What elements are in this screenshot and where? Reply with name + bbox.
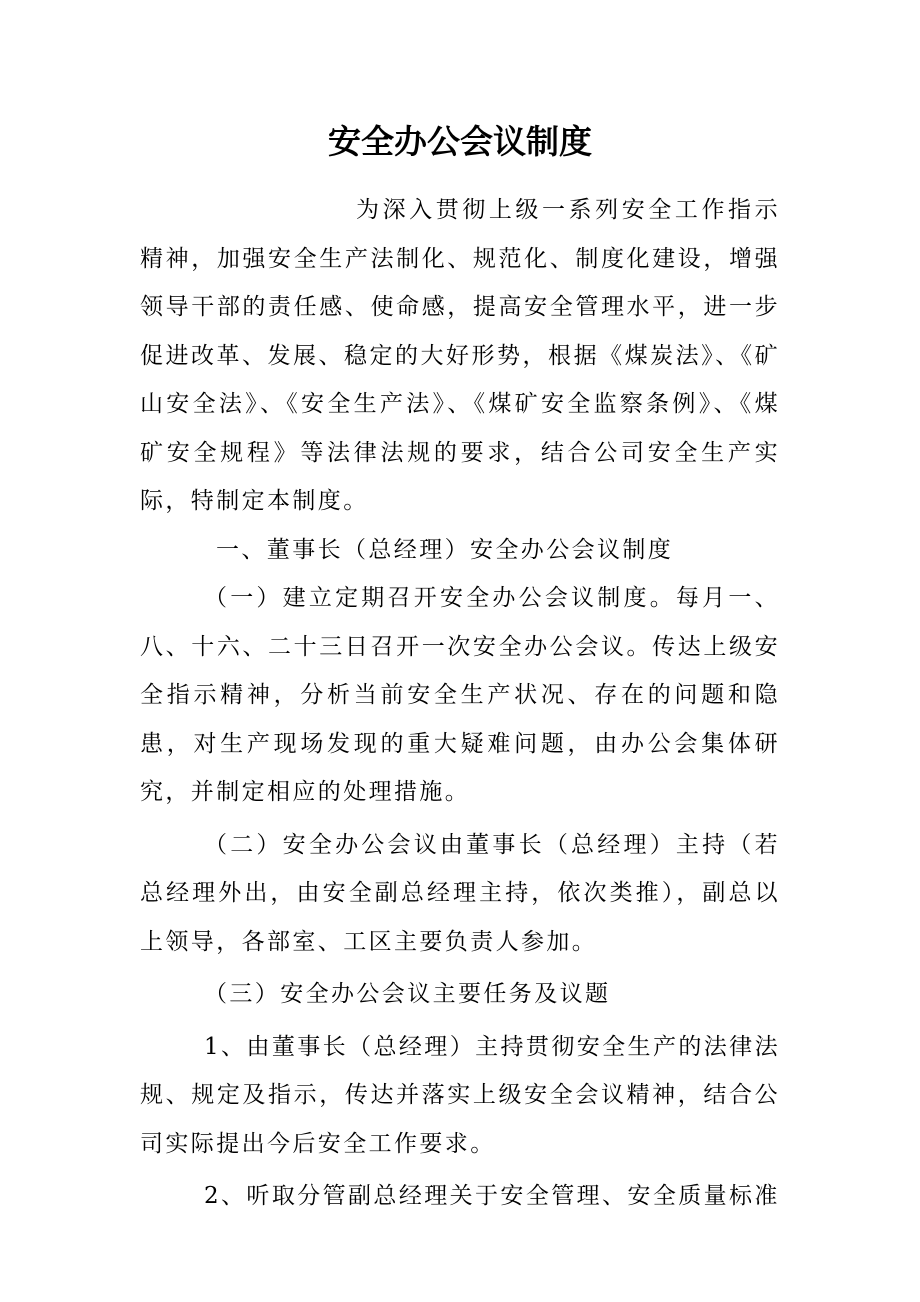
clause-2: （二）安全办公会议由董事长（总经理）主持（若总经理外出，由安全副总经理主持，依次类推），副总以上领导，各部室、工区主要负责人参加。 <box>140 831 780 955</box>
section-heading-1: 一、董事长（总经理）安全办公会议制度 <box>216 536 674 563</box>
clause-1: （一）建立定期召开安全办公会议制度。每月一、八、十六、二十三日召开一次安全办公会议。传达上级安全指示精神，分析当前安全生产状况、存在的问题和隐患，对生产现场发现的重大疑难问题，由办公会集体研究，并制定相应的处理措施。 <box>140 585 780 805</box>
clause-3-heading: （三）安全办公会议主要任务及议题 <box>204 981 611 1007</box>
item-1: 1、由董事长（总经理）主持贯彻安全生产的法律法规、规定及指示，传达并落实上级安全会议精神，结合公司实际提出今后安全工作要求。 <box>140 1033 780 1157</box>
item-2: 2、听取分管副总经理关于安全管理、安全质量标准 <box>204 1183 780 1209</box>
document-body <box>140 186 780 1221</box>
document-title: 安全办公会议制度 <box>328 122 592 161</box>
intro-paragraph: 为深入贯彻上级一系列安全工作指示精神，加强安全生产法制化、规范化、制度化建设，增强领导干部的责任感、使命感，提高安全管理水平，进一步促进改革、发展、稳定的大好形势，根据《煤炭法》、《矿山安全法》、《安全生产法》、《煤矿安全监察条例》、《煤矿安全规程》等法律法规的要求，结合公司安全生产实际，特制定本制度。 <box>140 197 780 514</box>
